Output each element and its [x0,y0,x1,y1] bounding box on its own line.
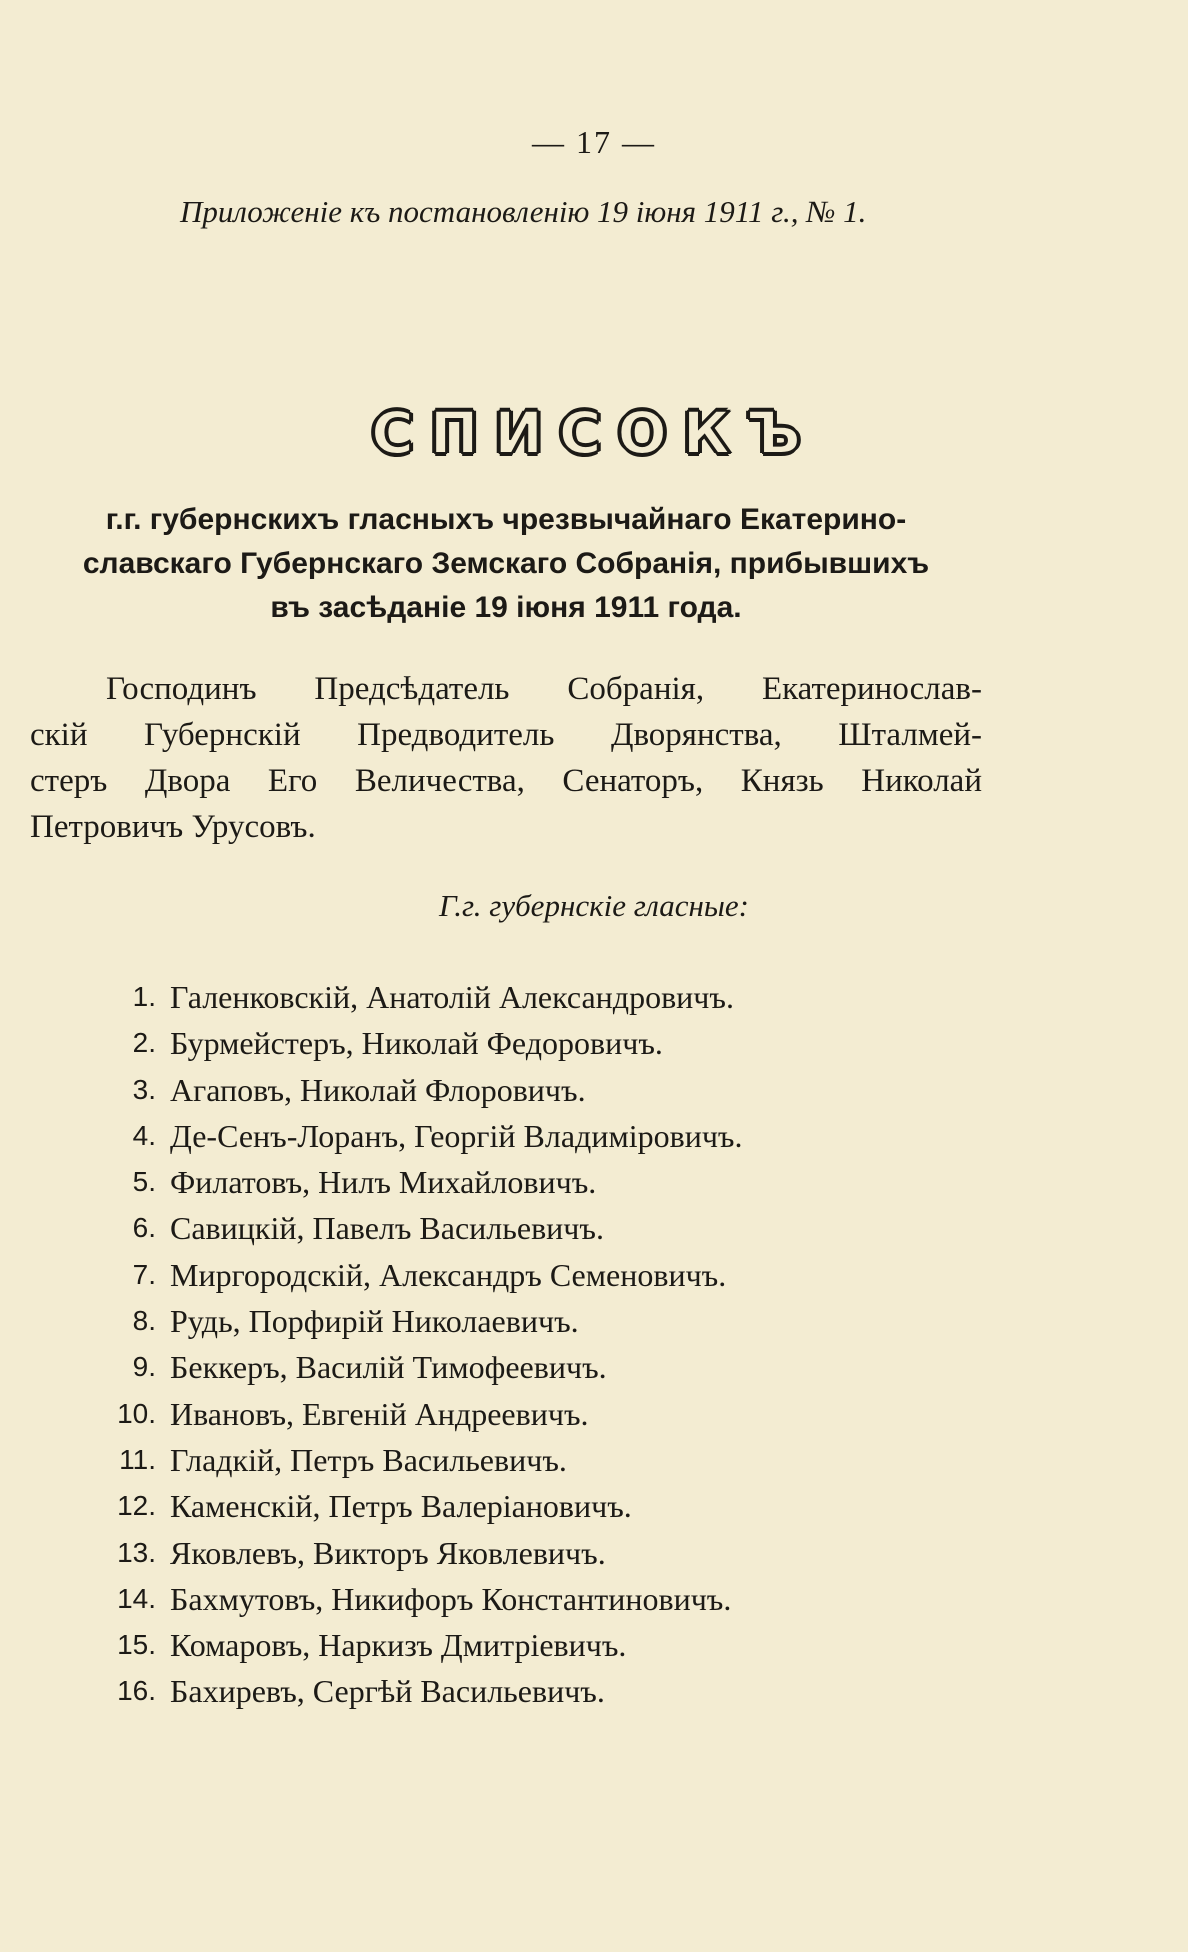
intro-paragraph [30,666,982,850]
document-title [0,399,1188,467]
list-item-number: 1. [132,981,156,1012]
list-item-name: Филатовъ, Нилъ Михайловичъ. [170,1164,597,1201]
list-item-number: 10. [117,1397,156,1429]
list-item-number: 3. [132,1073,156,1105]
list-item-name: Бахиревъ, Сергѣй Васильевичъ. [170,1673,605,1710]
list-item-name: Агаповъ, Николай Флоровичъ. [170,1071,586,1108]
list-item [100,1113,1000,1159]
list-item [100,1622,1000,1668]
list-item-number: 12. [117,1490,156,1522]
intro-line: Господинъ Предсѣдатель Собранія, Екатеринослав- [106,671,982,707]
list-item-name: Гладкій, Петръ Васильевичъ. [170,1441,567,1478]
list-item-number: 4. [132,1119,156,1151]
list-item [100,1391,1000,1437]
list-item-name: Миргородскій, Александръ Семеновичъ. [170,1256,727,1293]
list-item-name: Савицкій, Павелъ Васильевичъ. [170,1210,604,1247]
list-item-number: 13. [117,1536,156,1568]
list-item [100,1020,1000,1066]
section-heading: Г.г. губернскіе гласные: [439,888,749,923]
list-item-name: Бурмейстеръ, Николай Федоровичъ. [170,1025,663,1062]
members-list [100,974,1000,1715]
document-subtitle [30,498,982,630]
subtitle-line: г.г. губернскихъ гласныхъ чрезвычайнаго Екатерино- [105,503,907,536]
list-item [100,1437,1000,1483]
list-item-name: Яковлевъ, Викторъ Яковлевичъ. [170,1534,606,1571]
intro-line: Петровичъ Урусовъ. [30,809,316,845]
list-item-number: 5. [132,1166,156,1198]
list-item-name: Комаровъ, Наркизъ Дмитріевичъ. [170,1627,627,1664]
subtitle-line: въ засѣданіе 19 іюня 1911 года. [270,591,742,624]
intro-line: стеръ Двора Его Величества, Сенаторъ, Князь Николай [30,763,982,799]
list-item-number: 7. [132,1258,156,1290]
list-item [100,1530,1000,1576]
list-item-name: Де-Сенъ-Лоранъ, Георгій Владиміровичъ. [170,1117,743,1154]
list-item-number: 11. [119,1443,156,1475]
list-item-name: Беккеръ, Василій Тимофеевичъ. [170,1349,607,1386]
list-item [100,1298,1000,1344]
list-item [100,1483,1000,1529]
list-item-name: Рудь, Порфирій Николаевичъ. [170,1303,579,1340]
list-item-number: 14. [117,1582,156,1614]
list-item [100,1205,1000,1251]
list-item-name: Ивановъ, Евгеній Андреевичъ. [170,1395,589,1432]
list-item [100,1252,1000,1298]
subtitle-line: славскаго Губернскаго Земскаго Собранія, прибывшихъ [82,547,930,580]
list-item-name: Галенковскій, Анатолій Александровичъ. [170,979,734,1015]
list-item-number: 8. [132,1305,156,1337]
list-item [100,974,1000,1020]
document-title-text: СПИСОКЪ [371,399,817,467]
list-item [100,1344,1000,1390]
list-item-name: Каменскій, Петръ Валеріановичъ. [170,1488,632,1525]
list-item-number: 6. [132,1212,156,1244]
list-item-name: Бахмутовъ, Никифоръ Константиновичъ. [170,1580,732,1617]
list-item [100,1159,1000,1205]
list-item-number: 16. [117,1675,156,1707]
list-item-number: 15. [117,1629,156,1661]
list-item [100,1576,1000,1622]
intro-line: скій Губернскій Предводитель Дворянства, Шталмей- [30,717,982,753]
list-item [100,1067,1000,1113]
list-item-number: 9. [132,1351,156,1383]
page-number: — 17 — [532,124,656,160]
list-item-number: 2. [132,1027,156,1059]
list-item [100,1668,1000,1714]
appendix-note: Приложеніе къ постановленію 19 іюня 1911 г., № 1. [180,194,867,229]
